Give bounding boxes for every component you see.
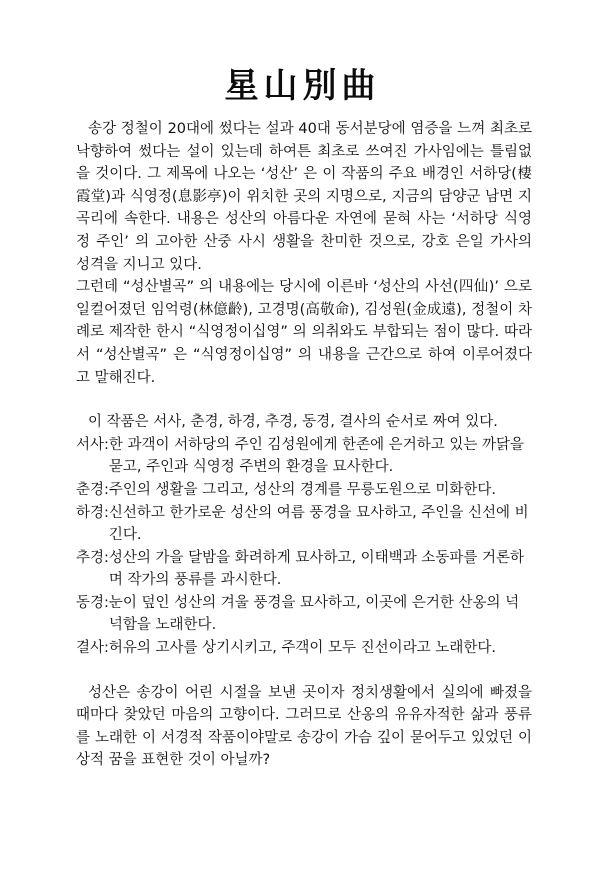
document-body	[76, 118, 532, 772]
section-description: 눈이 덮인 성산의 겨울 풍경을 묘사하고, 이곳에 은거한 산옹의 넉넉함을 노래한다.	[108, 594, 520, 634]
section-list	[76, 434, 532, 660]
section-item-chugyeong	[76, 547, 532, 592]
paragraph-spacer	[76, 389, 532, 411]
conclusion-paragraph: 성산은 송강이 어린 시절을 보낸 곳이자 정치생활에서 실의에 빠졌을 때마다 찾았던 마음의 고향이다. 그러므로 산옹의 유유자적한 삶과 풍류를 노래한 이 서경적 작품이야말로 송강이 가슴 깊이 묻어두고 있었던 이상적 꿈을 표현한 것이 아닐까?	[76, 684, 532, 769]
structure-intro-paragraph: 이 작품은 서사, 춘경, 하경, 추경, 동경, 결사의 순서로 짜여 있다.	[88, 414, 498, 431]
section-label: 서사:	[76, 436, 109, 453]
document-title: 星山別曲	[224, 66, 381, 106]
section-label: 결사:	[76, 640, 109, 657]
section-label: 춘경:	[76, 481, 109, 498]
intro-paragraph-1: 송강 정철이 20대에 썼다는 설과 40대 동서분당에 염증을 느껴 최초로 낙향하여 썼다는 설이 있는데 하여튼 최초로 쓰여진 가사임에는 틀림없을 것이다. 그 제목에 나오는 ‘성산’ 은 이 작품의 주요 배경인 서하당(棲霞堂)과 식영정(息影亭)이 위치한 곳의 지명으로, 지금의 담양군 남면 지곡리에 속한다. 내용은 성산의 아름다운 자연에 묻혀 사는 ‘서하당 식영정 주인’ 의 고아한 산중 사시 생활을 찬미한 것으로, 강호 은일 가사의 성격을 지니고 있다.	[76, 121, 532, 273]
section-item-seosa	[76, 434, 532, 479]
section-item-hagyeong	[76, 502, 532, 547]
section-label: 추경:	[76, 549, 109, 566]
paragraph-spacer	[76, 660, 532, 682]
section-description: 한 과객이 서하당의 주인 김성원에게 한존에 은거하고 있는 까닭을 묻고, 주인과 식영정 주변의 환경을 묘사한다.	[108, 436, 524, 476]
section-label: 하경:	[76, 504, 109, 521]
section-item-chungyeong	[76, 479, 532, 502]
intro-paragraph-2: 그런데 “성산별곡” 의 내용에는 당시에 이른바 ‘성산의 사선(四仙)’ 으로 일컬어졌던 임억령(林億齡), 고경명(高敬命), 김성원(金成遠), 정철이 차례로 제작한 한시 “식영정이십영” 의 의취와도 부합되는 점이 많다. 따라서 “성산별곡” 은 “식영정이십영” 의 내용을 근간으로 하여 이루어졌다고 말해진다.	[76, 279, 532, 386]
section-item-donggyeong	[76, 592, 532, 637]
section-description: 신선하고 한가로운 성산의 여름 풍경을 묘사하고, 주인을 신선에 비긴다.	[108, 504, 529, 544]
section-item-gyeolsa	[76, 637, 532, 660]
section-description: 성산의 가을 달밤을 화려하게 묘사하고, 이태백과 소동파를 거론하며 작가의 풍류를 과시한다.	[108, 549, 524, 589]
section-label: 동경:	[76, 594, 109, 611]
section-description: 허유의 고사를 상기시키고, 주객이 모두 진선이라고 노래한다.	[108, 640, 496, 657]
section-description: 주인의 생활을 그리고, 성산의 경계를 무릉도원으로 미화한다.	[108, 481, 496, 498]
